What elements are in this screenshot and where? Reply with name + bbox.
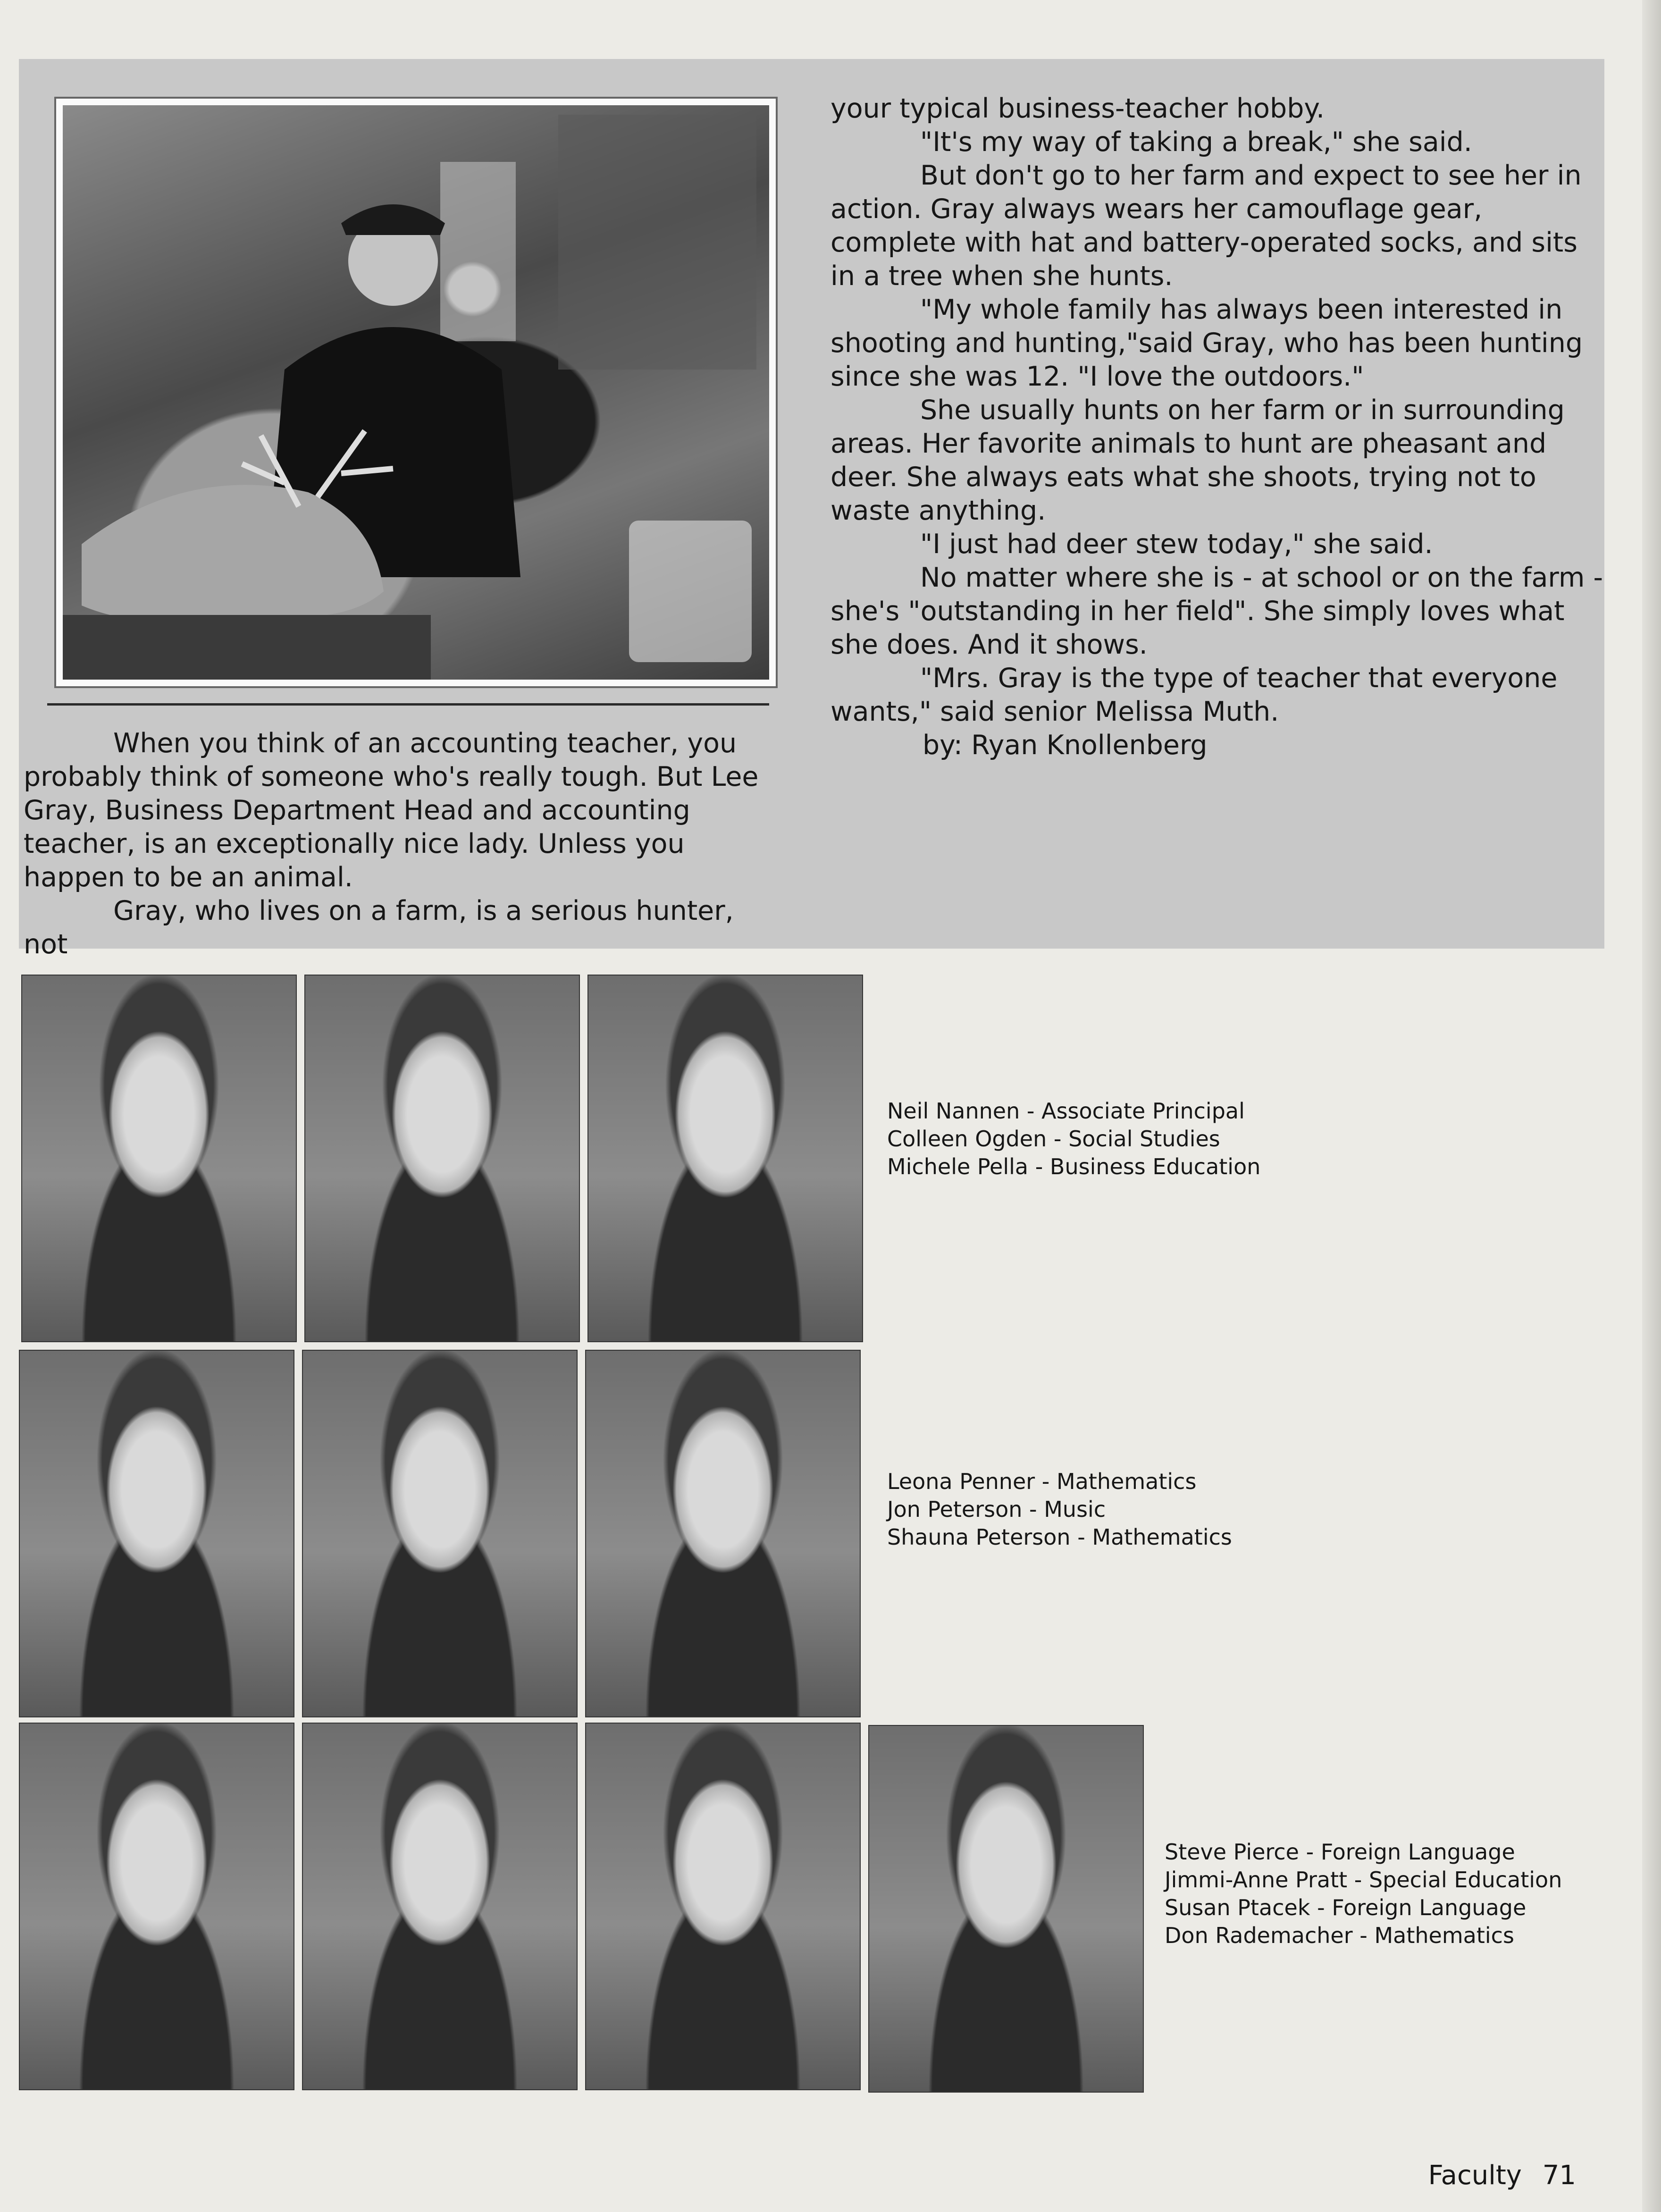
article-paragraph: When you think of an accounting teacher, you probably think of someone who's really tough. But Lee Gray, Business Department Head and accounting teacher, is an exceptionally nice lady. Unless you happen to be an animal. (24, 728, 759, 893)
article-paragraph: your typical business-teacher hobby. (830, 93, 1325, 124)
faculty-portrait (19, 1723, 294, 2090)
article-paragraph: Gray, who lives on a farm, is a serious hunter, not (24, 895, 734, 960)
faculty-caption-row-2 (887, 1468, 1232, 1551)
page-footer (1416, 2160, 1576, 2191)
article-paragraph: "My whole family has always been interested in shooting and hunting,"said Gray, who has been hunting since she was 12. "I love the outdoors." (830, 294, 1583, 392)
article-byline: by: Ryan Knollenberg (923, 730, 1208, 761)
faculty-portrait (868, 1725, 1144, 2093)
article-left-column (24, 727, 783, 961)
page-number: 71 (1542, 2160, 1576, 2191)
hunter-with-deer-photo-icon (63, 105, 769, 680)
faculty-caption-row-1 (887, 1097, 1260, 1181)
faculty-caption-row-3 (1165, 1838, 1562, 1950)
faculty-portrait (585, 1723, 861, 2090)
faculty-caption: Michele Pella - Business Education (887, 1154, 1261, 1179)
faculty-caption: Shauna Peterson - Mathematics (887, 1524, 1232, 1550)
faculty-portrait (19, 1350, 294, 1717)
article-paragraph: "Mrs. Gray is the type of teacher that everyone wants," said senior Melissa Muth. (830, 663, 1558, 727)
article-paragraph: No matter where she is - at school or on the farm - she's "outstanding in her field". She simply loves what she does. And it shows. (830, 562, 1603, 660)
faculty-portrait (21, 975, 297, 1342)
faculty-caption: Jon Peterson - Music (887, 1497, 1106, 1522)
faculty-caption: Steve Pierce - Foreign Language (1165, 1839, 1515, 1865)
page-edge (1642, 0, 1661, 2212)
article-paragraph: But don't go to her farm and expect to see her in action. Gray always wears her camouflage gear, complete with hat and battery-operated socks, and sits in a tree when she hunts. (830, 160, 1582, 292)
faculty-caption: Don Rademacher - Mathematics (1165, 1923, 1514, 1948)
faculty-caption: Colleen Ogden - Social Studies (887, 1126, 1220, 1152)
article-paragraph: "I just had deer stew today," she said. (920, 529, 1433, 560)
article-paragraph: She usually hunts on her farm or in surrounding areas. Her favorite animals to hunt are pheasant and deer. She always eats what she shoots, trying not to waste anything. (830, 395, 1565, 526)
article-right-column (830, 92, 1604, 762)
faculty-caption: Neil Nannen - Associate Principal (887, 1098, 1245, 1124)
photo-illustration (63, 105, 769, 680)
faculty-portrait (587, 975, 863, 1342)
faculty-caption: Susan Ptacek - Foreign Language (1165, 1895, 1527, 1920)
faculty-portrait (304, 975, 580, 1342)
footer-section-label: Faculty (1428, 2160, 1522, 2191)
faculty-caption: Leona Penner - Mathematics (887, 1469, 1197, 1494)
feature-photo (54, 97, 778, 688)
faculty-portrait (302, 1723, 578, 2090)
faculty-portrait (302, 1350, 578, 1717)
faculty-caption: Jimmi-Anne Pratt - Special Education (1165, 1867, 1562, 1892)
article-paragraph: "It's my way of taking a break," she said. (920, 126, 1472, 158)
faculty-portrait (585, 1350, 861, 1717)
divider-rule (47, 703, 769, 706)
